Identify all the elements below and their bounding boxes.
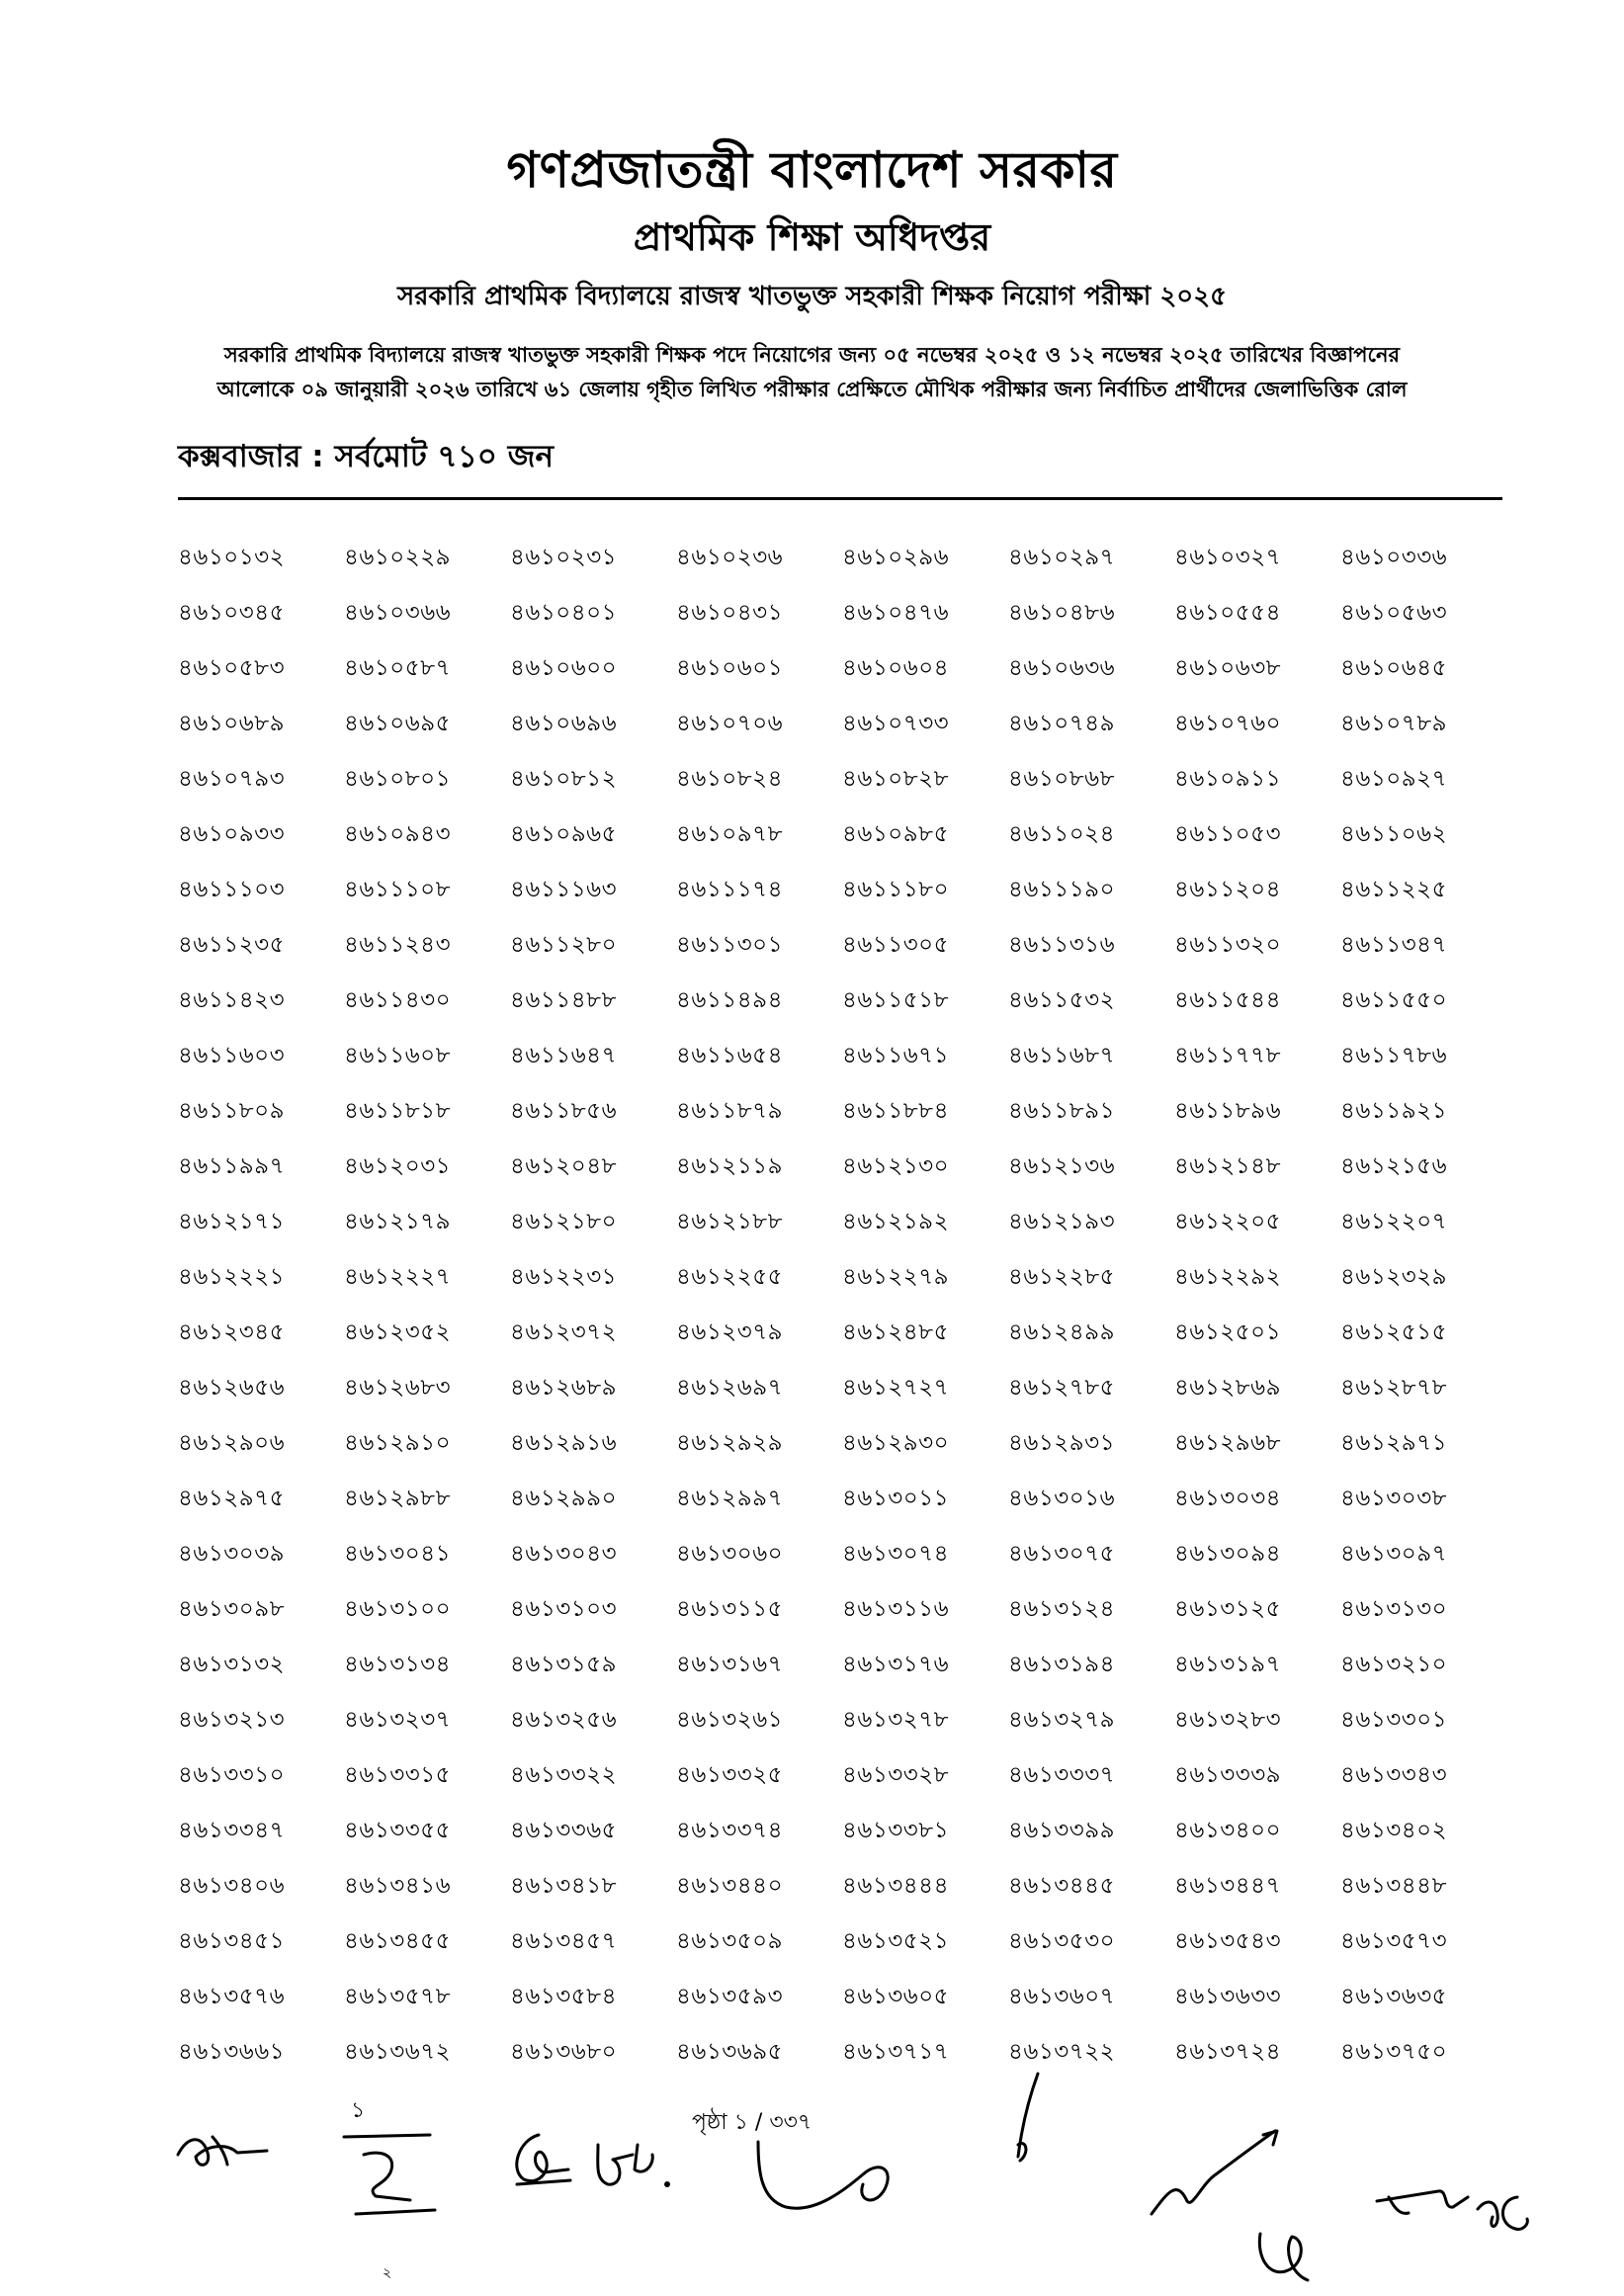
roll-number: ৪৬১০৭৩৩ bbox=[842, 710, 950, 736]
roll-number: ৪৬১১২৮০ bbox=[510, 931, 618, 958]
roll-number: ৪৬১২৩৫২ bbox=[344, 1318, 452, 1345]
roll-number: ৪৬১৩৪৪০ bbox=[676, 1872, 784, 1899]
roll-number: ৪৬১৩৫২১ bbox=[842, 1927, 950, 1954]
roll-number: ৪৬১৩৩২৮ bbox=[842, 1761, 950, 1788]
roll-number: ৪৬১৩০৩৪ bbox=[1174, 1485, 1282, 1511]
roll-number: ৪৬১৩৩১৫ bbox=[344, 1761, 452, 1788]
roll-number: ৪৬১২১১৯ bbox=[676, 1152, 784, 1179]
roll-number: ৪৬১৩১০৩ bbox=[510, 1595, 618, 1622]
roll-number: ৪৬১৩২৮৩ bbox=[1174, 1706, 1282, 1733]
roll-number: ৪৬১৩৪১৮ bbox=[510, 1872, 618, 1899]
roll-number: ৪৬১০৩২৭ bbox=[1174, 544, 1282, 570]
roll-number: ৪৬১০৬০১ bbox=[676, 654, 784, 681]
roll-number: ৪৬১২৩৭৯ bbox=[676, 1318, 784, 1345]
roll-number: ৪৬১০৯১১ bbox=[1174, 765, 1282, 792]
roll-number: ৪৬১৩৪৪৪ bbox=[842, 1872, 950, 1899]
roll-number: ৪৬১৩৩৩৯ bbox=[1174, 1761, 1282, 1788]
roll-number: ৪৬১৩৬৩৫ bbox=[1340, 1983, 1448, 2009]
roll-number: ৪৬১১৩১৬ bbox=[1008, 931, 1116, 958]
roll-number: ৪৬১০৬৪৫ bbox=[1340, 654, 1448, 681]
signature-2 bbox=[336, 2115, 445, 2224]
roll-number: ৪৬১২২২৭ bbox=[344, 1263, 452, 1290]
roll-number: ৪৬১৩১৬৭ bbox=[676, 1651, 784, 1677]
exam-title: সরকারি প্রাথমিক বিদ্যালয়ে রাজস্ব খাতভুক্ত সহকারী শিক্ষক নিয়োগ পরীক্ষা ২০২৫ bbox=[397, 282, 1227, 311]
roll-number: ৪৬১২৯৯৭ bbox=[676, 1485, 784, 1511]
roll-number: ৪৬১১২০৪ bbox=[1174, 876, 1282, 902]
roll-number: ৪৬১২২৭৯ bbox=[842, 1263, 950, 1290]
roll-number: ৪৬১২৭২৭ bbox=[842, 1374, 950, 1401]
roll-number: ৪৬১০৪০১ bbox=[510, 599, 618, 626]
roll-number: ৪৬১২৯১০ bbox=[344, 1429, 452, 1456]
signature-6 bbox=[1008, 2066, 1048, 2174]
roll-number: ৪৬১২২৫৫ bbox=[676, 1263, 784, 1290]
roll-number: ৪৬১২৬৯৭ bbox=[676, 1374, 784, 1401]
roll-number: ৪৬১১৮৭৯ bbox=[676, 1097, 784, 1124]
roll-number: ৪৬১৩১১৬ bbox=[842, 1595, 950, 1622]
roll-number: ৪৬১৩৬৭২ bbox=[344, 2038, 452, 2065]
signature-5 bbox=[746, 2130, 914, 2219]
roll-number: ৪৬১৩৫৯৩ bbox=[676, 1983, 784, 2009]
roll-number: ৪৬১৩৩৯৯ bbox=[1008, 1817, 1116, 1843]
roll-number: ৪৬১২১৭৯ bbox=[344, 1208, 452, 1234]
roll-number: ৪৬১৩৩০১ bbox=[1340, 1706, 1448, 1733]
roll-number: ৪৬১৩১০০ bbox=[344, 1595, 452, 1622]
roll-number: ৪৬১০৫৮৩ bbox=[178, 654, 286, 681]
roll-number: ৪৬১১১৯০ bbox=[1008, 876, 1116, 902]
page-number: পৃষ্ঠা ১ / ৩৩৭ bbox=[692, 2110, 812, 2135]
roll-number: ৪৬১১৫৩২ bbox=[1008, 986, 1116, 1013]
roll-number: ৪৬১২৮৬৯ bbox=[1174, 1374, 1282, 1401]
roll-number: ৪৬১০৬৩৬ bbox=[1008, 654, 1116, 681]
roll-number: ৪৬১৩৫০৯ bbox=[676, 1927, 784, 1954]
roll-number: ৪৬১০৯৮৫ bbox=[842, 820, 950, 847]
roll-number: ৪৬১৩৩৭৪ bbox=[676, 1817, 784, 1843]
roll-number: ৪৬১০৮২৪ bbox=[676, 765, 784, 792]
stray-mark: ১ bbox=[351, 2098, 366, 2123]
roll-number: ৪৬১৩১১৫ bbox=[676, 1595, 784, 1622]
roll-number: ৪৬১০৫৫৪ bbox=[1174, 599, 1282, 626]
roll-number: ৪৬১০২৩৬ bbox=[676, 544, 784, 570]
horizontal-rule bbox=[178, 497, 1502, 500]
roll-number: ৪৬১২৭৮৫ bbox=[1008, 1374, 1116, 1401]
roll-number: ৪৬১৩৩৫৫ bbox=[344, 1817, 452, 1843]
roll-number: ৪৬১২১৮০ bbox=[510, 1208, 618, 1234]
notice-line-1: সরকারি প্রাথমিক বিদ্যালয়ে রাজস্ব খাতভুক্ত সহকারী শিক্ষক পদে নিয়োগের জন্য ০৫ নভেম্বর ২০২৫ ও ১২ নভেম্বর ২০২৫ তারিখের বিজ্ঞাপনের bbox=[223, 343, 1401, 367]
roll-number: ৪৬১০৯৭৮ bbox=[676, 820, 784, 847]
roll-number: ৪৬১২৯২৯ bbox=[676, 1429, 784, 1456]
roll-number: ৪৬১০৯৩৩ bbox=[178, 820, 286, 847]
roll-number: ৪৬১০৭৯৩ bbox=[178, 765, 286, 792]
roll-number: ৪৬১২১৯৩ bbox=[1008, 1208, 1116, 1234]
roll-number: ৪৬১১৮৯১ bbox=[1008, 1097, 1116, 1124]
district-heading: কক্সবাজার : সর্বমোট ৭১০ জন bbox=[178, 439, 554, 474]
roll-number: ৪৬১২২২১ bbox=[178, 1263, 286, 1290]
roll-number: ৪৬১৩১৭৬ bbox=[842, 1651, 950, 1677]
roll-number: ৪৬১১১৭৪ bbox=[676, 876, 784, 902]
roll-number: ৪৬১১৬০৩ bbox=[178, 1042, 286, 1068]
roll-number: ৪৬১২০৩১ bbox=[344, 1152, 452, 1179]
roll-number: ৪৬১৩১৩৪ bbox=[344, 1651, 452, 1677]
roll-number: ৪৬১৩২৭৯ bbox=[1008, 1706, 1116, 1733]
roll-number: ৪৬১২৬৮৯ bbox=[510, 1374, 618, 1401]
roll-number: ৪৬১২১৯২ bbox=[842, 1208, 950, 1234]
roll-number: ৪৬১৩০৯৮ bbox=[178, 1595, 286, 1622]
roll-number: ৪৬১১৪৩০ bbox=[344, 986, 452, 1013]
roll-number: ৪৬১২০৪৮ bbox=[510, 1152, 618, 1179]
roll-number: ৪৬১৩৪১৬ bbox=[344, 1872, 452, 1899]
roll-number: ৪৬১০৪৮৬ bbox=[1008, 599, 1116, 626]
roll-number: ৪৬১০৭০৬ bbox=[676, 710, 784, 736]
roll-number: ৪৬১০৬৯৫ bbox=[344, 710, 452, 736]
roll-number: ৪৬১৩০৭৪ bbox=[842, 1540, 950, 1567]
roll-number: ৪৬১০৫৬৩ bbox=[1340, 599, 1448, 626]
roll-number: ৪৬১১৮৯৬ bbox=[1174, 1097, 1282, 1124]
roll-number: ৪৬১২৯৮৮ bbox=[344, 1485, 452, 1511]
roll-number: ৪৬১১৮০৯ bbox=[178, 1097, 286, 1124]
roll-number: ৪৬১১০৬২ bbox=[1340, 820, 1448, 847]
roll-number: ৪৬১১১৮০ bbox=[842, 876, 950, 902]
roll-number: ৪৬১২৮৭৮ bbox=[1340, 1374, 1448, 1401]
roll-number: ৪৬১৩০১৬ bbox=[1008, 1485, 1116, 1511]
roll-number: ৪৬১১০২৪ bbox=[1008, 820, 1116, 847]
roll-number: ৪৬১৩৫৪৩ bbox=[1174, 1927, 1282, 1954]
roll-number: ৪৬১০৬৮৯ bbox=[178, 710, 286, 736]
government-title: গণপ্রজাতন্ত্রী বাংলাদেশ সরকার bbox=[506, 141, 1118, 199]
roll-number: ৪৬১২৯৬৮ bbox=[1174, 1429, 1282, 1456]
roll-number: ৪৬১৩২৭৮ bbox=[842, 1706, 950, 1733]
roll-number: ৪৬১১৩০১ bbox=[676, 931, 784, 958]
roll-number: ৪৬১০৭৮৯ bbox=[1340, 710, 1448, 736]
roll-number: ৪৬১১৫৫০ bbox=[1340, 986, 1448, 1013]
signature-8 bbox=[1250, 2219, 1320, 2293]
roll-number: ৪৬১২৩৪৫ bbox=[178, 1318, 286, 1345]
roll-number: ৪৬১৩১৯৪ bbox=[1008, 1651, 1116, 1677]
roll-number: ৪৬১৩৭২৪ bbox=[1174, 2038, 1282, 2065]
roll-number: ৪৬১৩৭১৭ bbox=[842, 2038, 950, 2065]
roll-number: ৪৬১৩১৯৭ bbox=[1174, 1651, 1282, 1677]
roll-number: ৪৬১১৩০৫ bbox=[842, 931, 950, 958]
roll-number: ৪৬১১৮৮৪ bbox=[842, 1097, 950, 1124]
roll-number: ৪৬১০৪৭৬ bbox=[842, 599, 950, 626]
roll-number: ৪৬১১২৪৩ bbox=[344, 931, 452, 958]
roll-number: ৪৬১৩৩২৫ bbox=[676, 1761, 784, 1788]
roll-number: ৪৬১৩৪০২ bbox=[1340, 1817, 1448, 1843]
roll-number: ৪৬১২১৩০ bbox=[842, 1152, 950, 1179]
roll-number: ৪৬১১৬৪৭ bbox=[510, 1042, 618, 1068]
roll-number: ৪৬১৩৩১০ bbox=[178, 1761, 286, 1788]
roll-number: ৪৬১৩৩৩৭ bbox=[1008, 1761, 1116, 1788]
roll-number: ৪৬১২৯৭১ bbox=[1340, 1429, 1448, 1456]
roll-number: ৪৬১৩১৫৯ bbox=[510, 1651, 618, 1677]
roll-number: ৪৬১২১৩৬ bbox=[1008, 1152, 1116, 1179]
roll-number: ৪৬১০২২৯ bbox=[344, 544, 452, 570]
roll-number: ৪৬১৩২১০ bbox=[1340, 1651, 1448, 1677]
roll-number: ৪৬১৩৬৯৫ bbox=[676, 2038, 784, 2065]
roll-number: ৪৬১২৬৮৩ bbox=[344, 1374, 452, 1401]
roll-number: ৪৬১৩৪৫৭ bbox=[510, 1927, 618, 1954]
roll-number: ৪৬১৩৬৬১ bbox=[178, 2038, 286, 2065]
roll-number: ৪৬১৩৪৫১ bbox=[178, 1927, 286, 1954]
roll-number: ৪৬১০৩৬৬ bbox=[344, 599, 452, 626]
roll-number: ৪৬১২৯৩১ bbox=[1008, 1429, 1116, 1456]
roll-number: ৪৬১২১৫৬ bbox=[1340, 1152, 1448, 1179]
roll-number: ৪৬১৩০৪৩ bbox=[510, 1540, 618, 1567]
roll-number: ৪৬১৩৩৪৭ bbox=[178, 1817, 286, 1843]
roll-number: ৪৬১৩৭৫০ bbox=[1340, 2038, 1448, 2065]
roll-number: ৪৬১২২৯২ bbox=[1174, 1263, 1282, 1290]
roll-number: ৪৬১০২৯৭ bbox=[1008, 544, 1116, 570]
stray-mark: ২ bbox=[383, 2265, 392, 2281]
roll-number: ৪৬১০৯৪৩ bbox=[344, 820, 452, 847]
roll-number: ৪৬১১৮১৮ bbox=[344, 1097, 452, 1124]
roll-number: ৪৬১৩৭২২ bbox=[1008, 2038, 1116, 2065]
roll-number: ৪৬১৩৫৭৬ bbox=[178, 1983, 286, 2009]
roll-number: ৪৬১১৫৪৪ bbox=[1174, 986, 1282, 1013]
roll-number: ৪৬১০১৩২ bbox=[178, 544, 286, 570]
roll-number: ৪৬১৩৫৭৮ bbox=[344, 1983, 452, 2009]
roll-number: ৪৬১০২৯৬ bbox=[842, 544, 950, 570]
roll-number: ৪৬১১৫১৮ bbox=[842, 986, 950, 1013]
roll-number: ৪৬১৩০১১ bbox=[842, 1485, 950, 1511]
roll-number: ৪৬১১৯২১ bbox=[1340, 1097, 1448, 1124]
roll-number: ৪৬১১২৩৫ bbox=[178, 931, 286, 958]
roll-number: ৪৬১১১৬৩ bbox=[510, 876, 618, 902]
roll-number: ৪৬১১০৫৩ bbox=[1174, 820, 1282, 847]
roll-number-grid bbox=[178, 530, 1502, 2080]
roll-number: ৪৬১০৬০০ bbox=[510, 654, 618, 681]
roll-number: ৪৬১৩৬৩৩ bbox=[1174, 1983, 1282, 2009]
roll-number: ৪৬১২২৩১ bbox=[510, 1263, 618, 1290]
roll-number: ৪৬১৩১২৪ bbox=[1008, 1595, 1116, 1622]
roll-number: ৪৬১২৬৫৬ bbox=[178, 1374, 286, 1401]
roll-number: ৪৬১১৬৮৭ bbox=[1008, 1042, 1116, 1068]
roll-number: ৪৬১২৪৯৯ bbox=[1008, 1318, 1116, 1345]
roll-number: ৪৬১৩১৩২ bbox=[178, 1651, 286, 1677]
roll-number: ৪৬১৩০৯৭ bbox=[1340, 1540, 1448, 1567]
roll-number: ৪৬১৩২৬১ bbox=[676, 1706, 784, 1733]
roll-number: ৪৬১২৪৮৫ bbox=[842, 1318, 950, 1345]
roll-number: ৪৬১২১৪৮ bbox=[1174, 1152, 1282, 1179]
roll-number: ৪৬১১৩৪৭ bbox=[1340, 931, 1448, 958]
roll-number: ৪৬১১২২৫ bbox=[1340, 876, 1448, 902]
roll-number: ৪৬১০৭৬০ bbox=[1174, 710, 1282, 736]
roll-number: ৪৬১১১০৩ bbox=[178, 876, 286, 902]
roll-number: ৪৬১২৯৭৫ bbox=[178, 1485, 286, 1511]
roll-number: ৪৬১৩০৪১ bbox=[344, 1540, 452, 1567]
roll-number: ৪৬১০৫৮৭ bbox=[344, 654, 452, 681]
roll-number: ৪৬১০২৩১ bbox=[510, 544, 618, 570]
roll-number: ৪৬১৩৫৩০ bbox=[1008, 1927, 1116, 1954]
signature-1 bbox=[168, 2115, 277, 2184]
roll-number: ৪৬১২৯৩০ bbox=[842, 1429, 950, 1456]
roll-number: ৪৬১৩৫৮৪ bbox=[510, 1983, 618, 2009]
roll-number: ৪৬১২২০৭ bbox=[1340, 1208, 1448, 1234]
notice-text bbox=[195, 338, 1430, 407]
roll-number: ৪৬১২১৭১ bbox=[178, 1208, 286, 1234]
signature-4 bbox=[583, 2125, 682, 2204]
roll-number: ৪৬১১৪৮৮ bbox=[510, 986, 618, 1013]
roll-number: ৪৬১০৮০১ bbox=[344, 765, 452, 792]
roll-number: ৪৬১৩৪০৬ bbox=[178, 1872, 286, 1899]
roll-number: ৪৬১০৯৬৫ bbox=[510, 820, 618, 847]
roll-number: ৪৬১৩৫৭৩ bbox=[1340, 1927, 1448, 1954]
roll-number: ৪৬১০৮১২ bbox=[510, 765, 618, 792]
roll-number: ৪৬১০৪৩১ bbox=[676, 599, 784, 626]
roll-number: ৪৬১২৫০১ bbox=[1174, 1318, 1282, 1345]
signature-9 bbox=[1369, 2169, 1537, 2249]
roll-number: ৪৬১১৪২৩ bbox=[178, 986, 286, 1013]
roll-number: ৪৬১০৭৪৯ bbox=[1008, 710, 1116, 736]
roll-number: ৪৬১২৩২৯ bbox=[1340, 1263, 1448, 1290]
signature-7 bbox=[1147, 2125, 1285, 2234]
department-title: প্রাথমিক শিক্ষা অধিদপ্তর bbox=[633, 215, 991, 259]
roll-number: ৪৬১০৬৩৮ bbox=[1174, 654, 1282, 681]
roll-number: ৪৬১১৭৭৮ bbox=[1174, 1042, 1282, 1068]
roll-number: ৪৬১৩৪৪৫ bbox=[1008, 1872, 1116, 1899]
roll-number: ৪৬১৩৬৮০ bbox=[510, 2038, 618, 2065]
roll-number: ৪৬১৩১২৫ bbox=[1174, 1595, 1282, 1622]
roll-number: ৪৬১০৩৪৫ bbox=[178, 599, 286, 626]
roll-number: ৪৬১৩৬০৫ bbox=[842, 1983, 950, 2009]
roll-number: ৪৬১৩৪৫৫ bbox=[344, 1927, 452, 1954]
roll-number: ৪৬১২২৮৫ bbox=[1008, 1263, 1116, 1290]
roll-number: ৪৬১২৯১৬ bbox=[510, 1429, 618, 1456]
roll-number: ৪৬১৩০৭৫ bbox=[1008, 1540, 1116, 1567]
roll-number: ৪৬১১৪৯৪ bbox=[676, 986, 784, 1013]
roll-number: ৪৬১৩০৯৪ bbox=[1174, 1540, 1282, 1567]
roll-number: ৪৬১২২০৫ bbox=[1174, 1208, 1282, 1234]
roll-number: ৪৬১৩১৩০ bbox=[1340, 1595, 1448, 1622]
roll-number: ৪৬১০৩৩৬ bbox=[1340, 544, 1448, 570]
roll-number: ৪৬১৩৩২২ bbox=[510, 1761, 618, 1788]
roll-number: ৪৬১২৯০৬ bbox=[178, 1429, 286, 1456]
roll-number: ৪৬১০৯২৭ bbox=[1340, 765, 1448, 792]
roll-number: ৪৬১১৬৫৪ bbox=[676, 1042, 784, 1068]
roll-number: ৪৬১৩৩৬৫ bbox=[510, 1817, 618, 1843]
roll-number: ৪৬১৩৪৪৮ bbox=[1340, 1872, 1448, 1899]
roll-number: ৪৬১১১০৮ bbox=[344, 876, 452, 902]
roll-number: ৪৬১০৬৯৬ bbox=[510, 710, 618, 736]
roll-number: ৪৬১৩৩৪৩ bbox=[1340, 1761, 1448, 1788]
roll-number: ৪৬১২৩৭২ bbox=[510, 1318, 618, 1345]
roll-number: ৪৬১৩৪৪৭ bbox=[1174, 1872, 1282, 1899]
roll-number: ৪৬১১৬৭১ bbox=[842, 1042, 950, 1068]
roll-number: ৪৬১১৯৯৭ bbox=[178, 1152, 286, 1179]
roll-number: ৪৬১৩০৩৯ bbox=[178, 1540, 286, 1567]
roll-number: ৪৬১২৫১৫ bbox=[1340, 1318, 1448, 1345]
roll-number: ৪৬১২১৮৮ bbox=[676, 1208, 784, 1234]
roll-number: ৪৬১২৯৯০ bbox=[510, 1485, 618, 1511]
roll-number: ৪৬১৩৩৮১ bbox=[842, 1817, 950, 1843]
roll-number: ৪৬১৩০৬০ bbox=[676, 1540, 784, 1567]
roll-number: ৪৬১১৩২০ bbox=[1174, 931, 1282, 958]
roll-number: ৪৬১৩৪০০ bbox=[1174, 1817, 1282, 1843]
roll-number: ৪৬১১৬০৮ bbox=[344, 1042, 452, 1068]
roll-number: ৪৬১৩২১৩ bbox=[178, 1706, 286, 1733]
roll-number: ৪৬১৩০৩৮ bbox=[1340, 1485, 1448, 1511]
roll-number: ৪৬১১৭৮৬ bbox=[1340, 1042, 1448, 1068]
signature-3 bbox=[499, 2125, 588, 2204]
roll-number: ৪৬১১৮৫৬ bbox=[510, 1097, 618, 1124]
document-header bbox=[0, 138, 1624, 407]
roll-number: ৪৬১০৬০৪ bbox=[842, 654, 950, 681]
roll-number: ৪৬১০৮৬৮ bbox=[1008, 765, 1116, 792]
notice-line-2: আলোকে ০৯ জানুয়ারী ২০২৬ তারিখে ৬১ জেলায় গৃহীত লিখিত পরীক্ষার প্রেক্ষিতে মৌখিক পরীক্ষার জন্য নির্বাচিত প্রার্থীদের জেলাভিত্তিক রোল bbox=[216, 378, 1408, 401]
roll-number: ৪৬১৩২৩৭ bbox=[344, 1706, 452, 1733]
roll-number: ৪৬১৩২৫৬ bbox=[510, 1706, 618, 1733]
roll-number: ৪৬১০৮২৮ bbox=[842, 765, 950, 792]
roll-number: ৪৬১৩৬০৭ bbox=[1008, 1983, 1116, 2009]
